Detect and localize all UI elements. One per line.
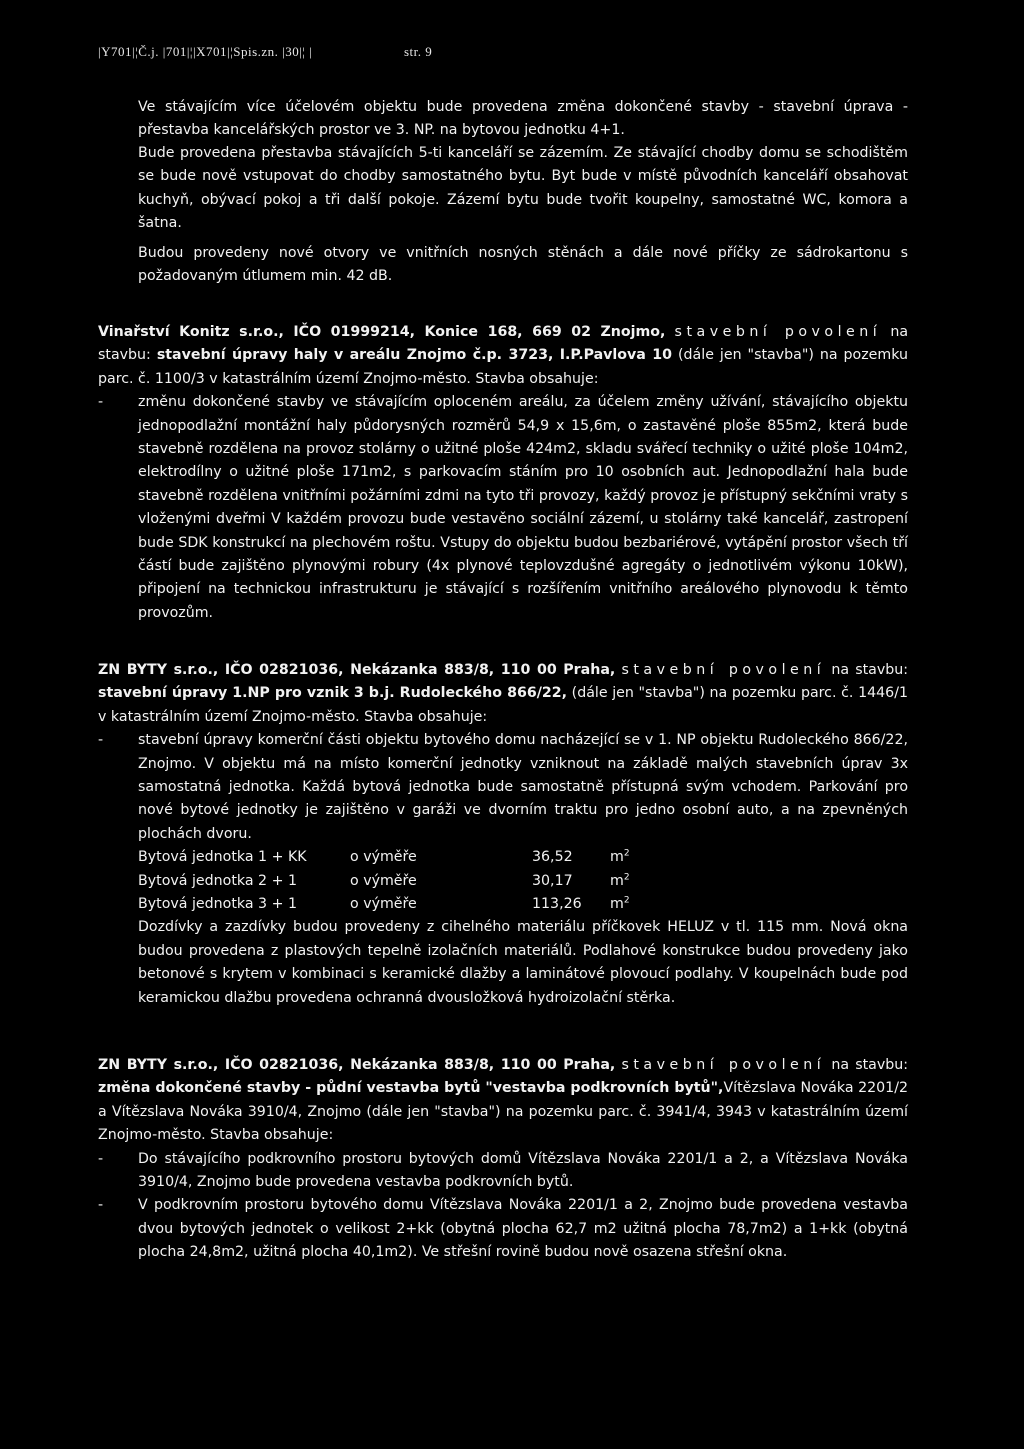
unit-value: 113,26 — [532, 896, 582, 913]
project-name: stavební úpravy 1.NP pro vznik 3 b.j. Rudoleckého 866/22, — [98, 685, 568, 702]
project-name: stavební úpravy haly v areálu Znojmo č.p. 3723, I.P.Pavlova 10 — [156, 347, 673, 364]
applicant: ZN BYTY s.r.o., IČO 02821036, Nekázanka 883/8, 110 00 Praha, — [98, 1057, 616, 1073]
na-stavbu: na stavbu: — [98, 324, 909, 364]
item-text: stavební úpravy komerční části objektu bytového domu nacházející se v 1. NP objektu Rudoleckého 866/22, Znojmo. V objektu má na místo komerční jednotky vzniknout na základě malých stavebních úprav 3x samostatná jednotka. Každá bytová jednotka bude samostatně přístupná svým vchodem. Parkování pro nové bytové jednotky je zajištěno v garáži ve dvorním traktu pro jedno osobní auto, a na zpevněných plochách dvoru. — [138, 732, 908, 842]
section-zn-byty-podkrovi — [98, 1054, 908, 1265]
page-header — [98, 44, 433, 60]
unit-name: Bytová jednotka 2 + 1 — [138, 872, 298, 889]
bullet-dash: - — [98, 394, 104, 411]
unit-label: o výměře — [350, 849, 417, 866]
reference-number: |Y701|¦Č.j. |701|¦|X701|¦Spis.zn. |30|¦ | — [98, 44, 313, 59]
table-row — [138, 870, 630, 893]
intro-paragraph-2: Bude provedena přestavba stávajících 5-ti kanceláří se zázemím. Ze stávající chodby domu se schodištěm se bude nově vstupovat do chodby samostatného bytu. Byt bude v místě původních kanceláří obsahovat kuchyň, obývací pokoj a tři další pokoje. Zázemí bytu bude tvořit koupelny, samostatné WC, komora a šatna. — [138, 145, 908, 232]
bullet-dash: - — [98, 732, 104, 749]
unit-label: o výměře — [350, 872, 417, 889]
list-item — [98, 729, 908, 1010]
list-item — [98, 1194, 908, 1264]
page-number: str. 9 — [404, 44, 433, 59]
item-text: změnu dokončené stavby ve stávajícím oploceném areálu, za účelem změny užívání, stávajícího objektu jednopodlažní montážní haly půdorysných rozměrů 54,9 x 15,6m, o zastavěné ploše 855m2, která bude stavebně rozdělena na provoz stolárny o užitné ploše 424m2, skladu svářecí techniky o užité ploše 104m2, elektrodílny o užitné ploše 171m2, s parkovacím stáním pro 10 osobních aut. Jednopodlažní hala bude stavebně rozdělena vnitřními požárními zdmi na tyto tři provozy, každý provoz je přístupný sekčními vraty s vloženými dveřmi V každém provozu bude vestavěno sociální zázemí, u stolárny také kancelář, zastropení bude SDK konstrukcí na plechovém roštu. Vstupy do objektu budou bezbariérové, vytápění prostor všech tří částí bude zajištěno plynovými robury (4x plynové teplovzdušné agregáty o jednotlivém výkonu 10kW), připojení na technickou infrastrukturu je stávající s rozšířením vnitřního areálového plynovodu k těmto provozům. — [138, 394, 908, 621]
unit-value: 36,52 — [532, 849, 573, 866]
section-rest: (dále jen "stavba") na pozemku parc. č. 1100/3 v katastrálním území Znojmo-město. Stavba obsahuje: — [98, 347, 908, 387]
unit-label: o výměře — [350, 896, 417, 913]
na-stavbu: na stavbu: — [831, 662, 909, 678]
na-stavbu: na stavbu: — [831, 1057, 909, 1073]
unit-name: Bytová jednotka 1 + KK — [138, 849, 307, 866]
item-text-after: Dozdívky a zazdívky budou provedeny z cihelného materiálu příčkovek HELUZ v tl. 115 mm. Nová okna budou provedena z plastových tepelně izolačních materiálů. Podlahové konstrukce budou provedeny jako betonové s krytem v kombinaci s keramické dlažby a laminátové plovoucí podlahy. V koupelnách bude pod keramickou dlažbu provedena ochranná dvousložková hydroizolační stěrka. — [138, 919, 908, 1006]
table-row — [138, 893, 630, 916]
section-vinarstvi-konitz — [98, 321, 908, 625]
applicant: ZN BYTY s.r.o., IČO 02821036, Nekázanka 883/8, 110 00 Praha, — [98, 662, 616, 678]
permit-label: stavební povolení — [621, 1057, 826, 1073]
section-heading — [98, 321, 908, 391]
list-item — [98, 391, 908, 625]
intro-paragraph-3: Budou provedeny nové otvory ve vnitřních nosných stěnách a dále nové příčky ze sádrokartonu s požadovaným útlumem min. 42 dB. — [138, 245, 908, 285]
unit-table — [138, 846, 630, 916]
unit-name: Bytová jednotka 3 + 1 — [138, 896, 298, 913]
permit-label: stavební povolení — [674, 324, 882, 340]
unit-measure: $m^2$ — [610, 895, 630, 913]
project-name: změna dokončené stavby - půdní vestavba bytů "vestavba podkrovních bytů", — [98, 1080, 724, 1097]
section-zn-byty-1np — [98, 659, 908, 1010]
item-text: V podkrovním prostoru bytového domu Vítězslava Nováka 2201/1 a 2, Znojmo bude provedena vestavba dvou bytových jednotek o velikost 2+kk (obytná plocha 62,7 m2 užitná plocha 78,7m2) a 1+kk (obytná plocha 24,8m2, užitná plocha 40,1m2). Ve střešní rovině budou nově osazena střešní okna. — [138, 1197, 908, 1261]
section-rest: Vítězslava Nováka 2201/2 a Vítězslava Nováka 3910/4, Znojmo (dále jen "stavba") na pozemku parc. č. 3941/4, 3943 v katastrálním území Znojmo-město. Stavba obsahuje: — [98, 1080, 908, 1144]
permit-label: stavební povolení — [621, 662, 826, 678]
section-heading — [98, 1054, 908, 1148]
list-item — [98, 1148, 908, 1195]
intro-paragraph-1: Ve stávajícím více účelovém objektu bude provedena změna dokončené stavby - stavební úprava - přestavba kancelářských prostor ve 3. NP. na bytovou jednotku 4+1. — [138, 99, 908, 139]
applicant: Vinařství Konitz s.r.o., IČO 01999214, Konice 168, 669 02 Znojmo, — [98, 324, 666, 340]
unit-measure: $m^2$ — [610, 848, 630, 866]
table-row — [138, 846, 630, 869]
section-rest: (dále jen "stavba") na pozemku parc. č. 1446/1 v katastrálním území Znojmo-město. Stavba obsahuje: — [98, 685, 908, 725]
section-heading — [98, 659, 908, 729]
unit-measure: $m^2$ — [610, 871, 630, 889]
item-text: Do stávajícího podkrovního prostoru bytových domů Vítězslava Nováka 2201/1 a 2, a Vítězslava Nováka 3910/4, Znojmo bude provedena vestavba podkrovních bytů. — [138, 1150, 908, 1191]
unit-value: 30,17 — [532, 872, 573, 889]
bullet-dash: - — [98, 1150, 104, 1167]
bullet-dash: - — [98, 1197, 104, 1214]
